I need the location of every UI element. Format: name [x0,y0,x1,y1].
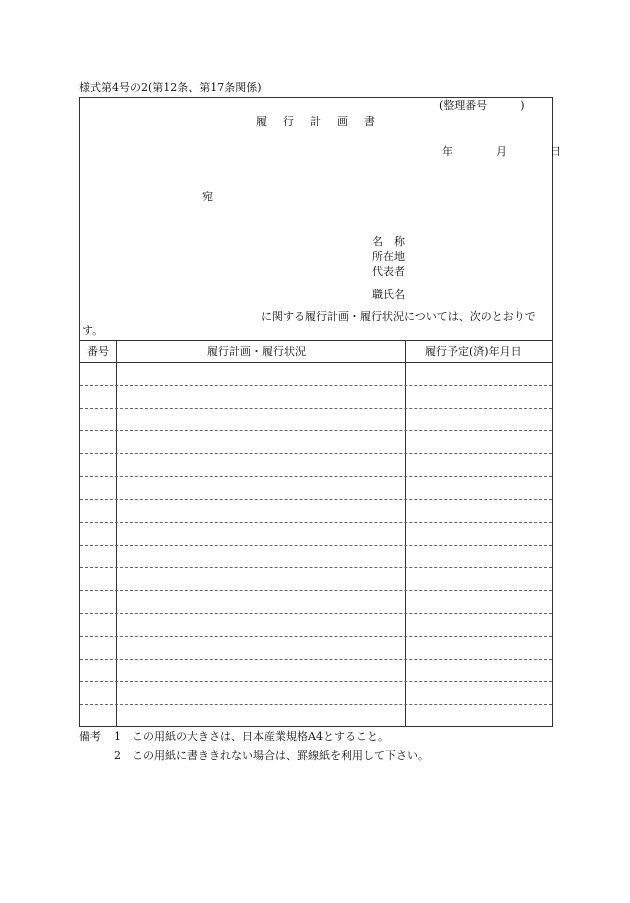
form-frame [79,97,553,727]
table-row-separator [80,659,552,660]
note-2-number: 2 [114,749,121,762]
table-row-separator [80,522,552,523]
header-scheduled-date: 履行予定(済)年月日 [425,345,522,358]
applicant-title-name-label: 職氏名 [372,288,405,301]
form-number: 様式第4号の2(第12条、第17条関係) [79,81,262,94]
table-row-separator [80,590,552,591]
note-1-text: この用紙の大きさは、日本産業規格A4とすること。 [132,730,389,743]
table-header-border [79,362,553,363]
table-row-separator [80,681,552,682]
table-row-separator [80,613,552,614]
table-row-separator [80,453,552,454]
applicant-address-label: 所在地 [372,250,405,263]
column-divider-1 [116,340,117,727]
note-1-number: 1 [114,730,121,743]
statement-line-2: す。 [82,324,104,337]
table-row-separator [80,408,552,409]
table-row-separator [80,704,552,705]
statement-line-1: に関する履行計画・履行状況については、次のとおりで [261,310,536,323]
table-row-separator [80,385,552,386]
addressee-suffix: 宛 [202,190,213,203]
date-field: 年 月 日 [442,145,577,158]
column-divider-2 [405,340,406,727]
table-top-border [79,340,553,341]
applicant-name-label: 名 称 [372,235,405,248]
notes-label: 備考 [79,730,101,743]
header-number: 番号 [87,345,109,358]
applicant-representative-label: 代表者 [372,265,405,278]
table-row-separator [80,567,552,568]
table-row-separator [80,430,552,431]
reference-number: (整理番号 ) [439,99,525,112]
table-row-separator [80,545,552,546]
table-row-separator [80,636,552,637]
note-2-text: この用紙に書ききれない場合は、罫線紙を利用して下さい。 [132,749,429,762]
document-title: 履行計画書 [256,115,391,128]
header-plan-status: 履行計画・履行状況 [207,345,306,358]
table-row-separator [80,499,552,500]
table-row-separator [80,476,552,477]
